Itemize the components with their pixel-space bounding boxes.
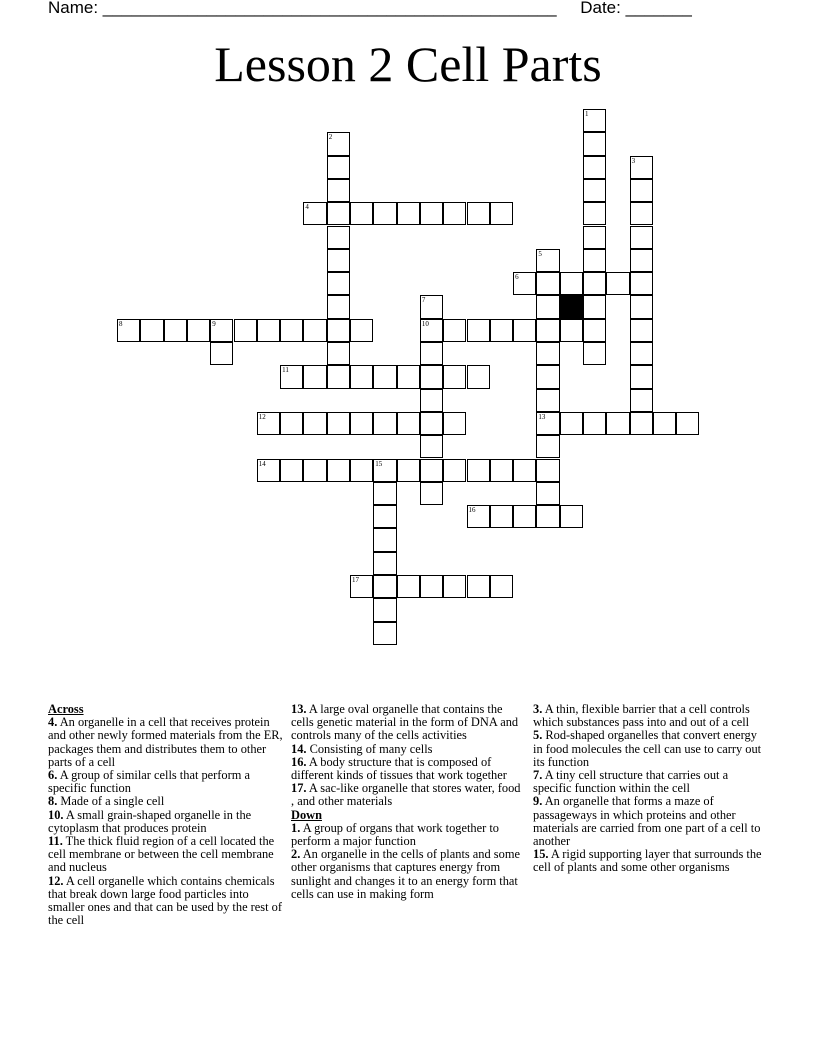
grid-cell[interactable] — [164, 319, 187, 342]
grid-cell[interactable] — [630, 226, 653, 249]
grid-cell[interactable] — [536, 319, 559, 342]
grid-cell[interactable] — [373, 598, 396, 621]
clue-number: 2 — [328, 133, 333, 142]
grid-cell[interactable] — [210, 342, 233, 365]
clue-down-1: 1. A group of organs that work together to perform a major function — [291, 820, 499, 849]
grid-cell[interactable] — [630, 202, 653, 225]
grid-cell[interactable] — [630, 342, 653, 365]
grid-cell[interactable] — [140, 319, 163, 342]
grid-cell[interactable] — [443, 459, 466, 482]
grid-cell[interactable] — [630, 412, 653, 435]
grid-cell[interactable] — [583, 202, 606, 225]
grid-cell[interactable] — [397, 575, 420, 598]
grid-cell[interactable] — [327, 365, 350, 388]
grid-cell[interactable] — [583, 342, 606, 365]
clue-down-15: 15. A rigid supporting layer that surrounds the cell of plants and some other organisms — [533, 847, 762, 875]
grid-cell[interactable] — [420, 482, 443, 505]
grid-cell[interactable] — [536, 435, 559, 458]
grid-cell[interactable] — [234, 319, 257, 342]
clue-number: 3 — [631, 156, 636, 165]
clue-number: 1 — [585, 110, 589, 118]
grid-cell[interactable] — [303, 365, 326, 388]
grid-cell[interactable] — [630, 179, 653, 202]
grid-cell[interactable] — [350, 575, 373, 598]
clue-number: 16 — [468, 506, 476, 515]
grid-cell[interactable] — [397, 459, 420, 482]
grid-cell[interactable] — [467, 365, 490, 388]
grid-cell[interactable] — [560, 505, 583, 528]
page-title: Lesson 2 Cell Parts — [214, 36, 602, 92]
clue-number: 11 — [282, 366, 289, 375]
grid-cell[interactable] — [257, 412, 280, 435]
across-heading: Across — [48, 702, 84, 716]
grid-cell[interactable] — [583, 179, 606, 202]
grid-cell[interactable] — [373, 412, 396, 435]
grid-cell[interactable] — [443, 575, 466, 598]
grid-cell[interactable] — [397, 365, 420, 388]
grid-cell[interactable] — [536, 505, 559, 528]
grid-cell[interactable] — [513, 319, 536, 342]
grid-cell[interactable] — [536, 295, 559, 318]
grid-cell[interactable] — [350, 365, 373, 388]
clue-across-17: 17. A sac-like organelle that stores water, food , and other materials — [291, 781, 521, 809]
grid-cell[interactable] — [536, 342, 559, 365]
clue-across-4: 4. An organelle in a cell that receives protein and other newly formed materials from the ER, packages them and distributes them to other parts of a cell — [48, 715, 283, 769]
grid-cell[interactable] — [373, 505, 396, 528]
grid-cell[interactable] — [467, 202, 490, 225]
grid-cell[interactable] — [420, 202, 443, 225]
grid-cell[interactable] — [513, 459, 536, 482]
grid-cell[interactable] — [583, 412, 606, 435]
grid-cell[interactable] — [373, 365, 396, 388]
grid-cell[interactable] — [560, 412, 583, 435]
grid-cell[interactable] — [467, 319, 490, 342]
grid-cell[interactable] — [606, 412, 629, 435]
grid-cell[interactable] — [280, 365, 303, 388]
grid-cell[interactable] — [536, 412, 559, 435]
clue-number: 10 — [421, 319, 429, 328]
grid-cell[interactable] — [560, 319, 583, 342]
clue-across-10: 10. A small grain-shaped organelle in the cytoplasm that produces protein — [48, 807, 252, 835]
grid-cell[interactable] — [583, 249, 606, 272]
clue-column-1 — [48, 703, 283, 927]
grid-cell[interactable] — [630, 295, 653, 318]
grid-cell[interactable] — [280, 412, 303, 435]
grid-cell[interactable] — [583, 272, 606, 295]
grid-cell[interactable] — [327, 459, 350, 482]
clue-down-5: 5. Rod-shaped organelles that convert energy in food molecules the cell can use to carry out its function — [533, 728, 762, 769]
grid-cell[interactable] — [490, 505, 513, 528]
grid-cell[interactable] — [303, 202, 326, 225]
clue-down-2: 2. An organelle in the cells of plants and some other organisms that captures energy from sunlight and changes it to an energy form that cells can use in making form — [291, 847, 520, 901]
grid-cell[interactable] — [560, 272, 583, 295]
grid-cell[interactable] — [490, 575, 513, 598]
grid-cell[interactable] — [420, 365, 443, 388]
clue-across-8: 8. Made of a single cell — [48, 794, 165, 809]
grid-cell[interactable] — [420, 575, 443, 598]
grid-cell[interactable] — [420, 412, 443, 435]
grid-cell[interactable] — [327, 319, 350, 342]
grid-cell[interactable] — [630, 272, 653, 295]
grid-cell[interactable] — [443, 202, 466, 225]
grid-cell[interactable] — [467, 575, 490, 598]
grid-cell[interactable] — [327, 202, 350, 225]
grid-cell[interactable] — [536, 365, 559, 388]
grid-cell[interactable] — [630, 249, 653, 272]
grid-cell[interactable] — [117, 319, 140, 342]
grid-cell[interactable] — [280, 459, 303, 482]
clue-number: 8 — [119, 319, 123, 328]
clue-across-11: 11. The thick fluid region of a cell located the cell membrane or between the cell membrane and nucleus — [48, 834, 275, 875]
grid-cell[interactable] — [280, 319, 303, 342]
clue-number: 15 — [375, 459, 383, 468]
grid-cell[interactable] — [420, 389, 443, 412]
grid-cell[interactable] — [583, 132, 606, 155]
clue-number: 9 — [212, 319, 216, 328]
grid-cell[interactable] — [373, 622, 396, 645]
grid-cell[interactable] — [397, 412, 420, 435]
grid-cell[interactable] — [327, 249, 350, 272]
grid-cell[interactable] — [257, 459, 280, 482]
clue-across-16: 16. A body structure that is composed of different kinds of tissues that work together — [291, 754, 507, 783]
grid-cell[interactable] — [327, 226, 350, 249]
grid-cell[interactable] — [583, 109, 606, 132]
clue-down-3: 3. A thin, flexible barrier that a cell controls which substances pass into and out of a cell — [533, 702, 750, 730]
grid-cell[interactable] — [443, 319, 466, 342]
clue-number: 12 — [258, 412, 266, 421]
grid-cell[interactable] — [583, 295, 606, 318]
clue-number: 6 — [515, 273, 519, 282]
clue-down-9: 9. An organelle that forms a maze of passageways in which proteins and other materials are carried from one part of a cell to another — [533, 794, 761, 849]
grid-cell[interactable] — [327, 342, 350, 365]
grid-cell[interactable] — [490, 319, 513, 342]
clue-number: 5 — [538, 249, 542, 258]
grid-cell[interactable] — [536, 272, 559, 295]
grid-cell[interactable] — [467, 505, 490, 528]
grid-cell[interactable] — [373, 482, 396, 505]
grid-cell[interactable] — [327, 132, 350, 155]
grid-cell[interactable] — [373, 575, 396, 598]
grid-cell[interactable] — [303, 412, 326, 435]
grid-cell[interactable] — [373, 459, 396, 482]
grid-cell[interactable] — [583, 319, 606, 342]
clue-down-7: 7. A tiny cell structure that carries out a specific function within the cell — [533, 768, 729, 796]
grid-cell[interactable] — [350, 319, 373, 342]
grid-cell[interactable] — [536, 459, 559, 482]
grid-cell[interactable] — [327, 272, 350, 295]
clue-column-3 — [533, 703, 768, 875]
grid-cell[interactable] — [420, 295, 443, 318]
grid-cell[interactable] — [606, 272, 629, 295]
clue-across-12: 12. A cell organelle which contains chemicals that break down large food particles into smaller ones and that can be used by the rest of the cell — [48, 873, 282, 928]
grid-cell[interactable] — [536, 249, 559, 272]
grid-cell[interactable] — [467, 459, 490, 482]
grid-cell[interactable] — [630, 389, 653, 412]
clue-number: 13 — [538, 412, 546, 421]
grid-cell[interactable] — [257, 319, 280, 342]
clue-across-13: 13. A large oval organelle that contains the cells genetic material in the form of DNA and controls many of the cells activities — [291, 702, 519, 743]
grid-cell[interactable] — [536, 389, 559, 412]
grid-cell[interactable] — [420, 319, 443, 342]
grid-cell[interactable] — [630, 365, 653, 388]
grid-cell[interactable] — [350, 459, 373, 482]
grid-cell[interactable] — [350, 202, 373, 225]
grid-cell[interactable] — [443, 412, 466, 435]
grid-cell[interactable] — [536, 482, 559, 505]
grid-cell[interactable] — [373, 202, 396, 225]
grid-cell[interactable] — [327, 412, 350, 435]
grid-cell[interactable] — [630, 156, 653, 179]
down-heading: Down — [291, 807, 322, 822]
grid-cell[interactable] — [373, 528, 396, 551]
grid-cell[interactable] — [653, 412, 676, 435]
clue-number: 17 — [352, 576, 359, 584]
clue-number: 4 — [305, 203, 309, 212]
grid-cell[interactable] — [327, 179, 350, 202]
grid-cell[interactable] — [397, 202, 420, 225]
grid-cell[interactable] — [303, 319, 326, 342]
grid-cell[interactable] — [490, 459, 513, 482]
clue-across-6: 6. A group of similar cells that perform a specific function — [48, 768, 250, 796]
clue-column-2 — [291, 703, 526, 901]
grid-cell[interactable] — [513, 505, 536, 528]
grid-cell[interactable] — [513, 272, 536, 295]
clue-number: 7 — [421, 296, 426, 305]
grid-cell[interactable] — [443, 365, 466, 388]
grid-cell[interactable] — [420, 342, 443, 365]
clue-across-14: 14. Consisting of many cells — [291, 741, 433, 756]
grid-cell[interactable] — [350, 412, 373, 435]
grid-cell[interactable] — [187, 319, 210, 342]
grid-cell[interactable] — [583, 156, 606, 179]
grid-cell[interactable] — [583, 226, 606, 249]
grid-cell-filled — [560, 295, 583, 318]
name-date-line: Name: ________________________________________________ Date: _______ — [48, 0, 692, 17]
grid-cell[interactable] — [303, 459, 326, 482]
grid-cell[interactable] — [490, 202, 513, 225]
grid-cell[interactable] — [630, 319, 653, 342]
grid-cell[interactable] — [327, 295, 350, 318]
grid-cell[interactable] — [373, 552, 396, 575]
grid-cell[interactable] — [420, 435, 443, 458]
grid-cell[interactable] — [210, 319, 233, 342]
grid-cell[interactable] — [420, 459, 443, 482]
clue-number: 14 — [258, 459, 266, 468]
grid-cell[interactable] — [327, 156, 350, 179]
grid-cell[interactable] — [676, 412, 699, 435]
